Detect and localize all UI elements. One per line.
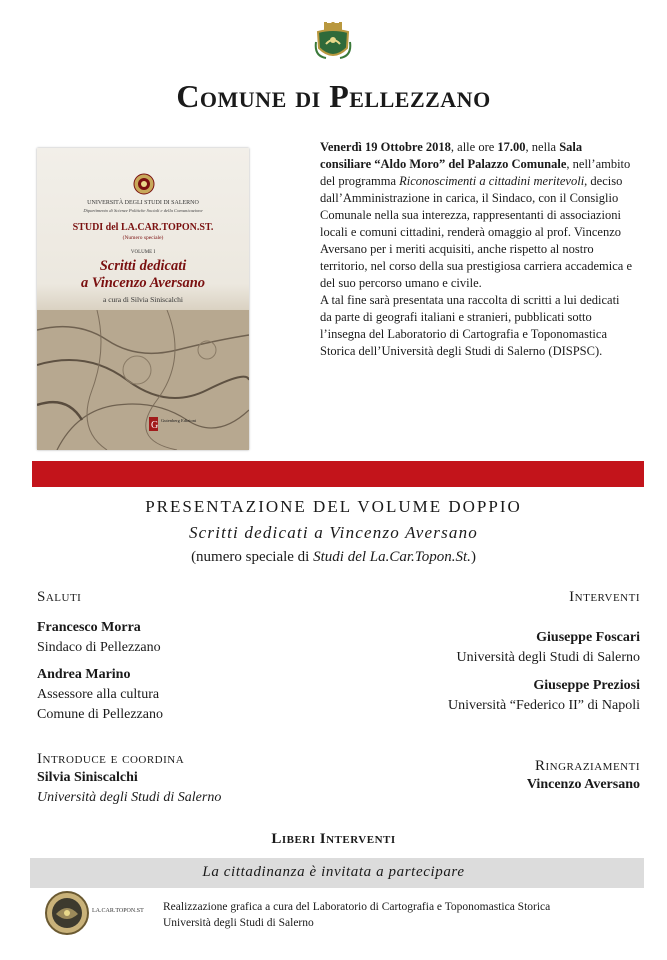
- cover-series-title: STUDI del LA.CAR.TOPON.ST.: [72, 222, 214, 233]
- presentation-subtitle: [0, 549, 667, 566]
- cover-title-line1: Scritti dedicati: [99, 258, 187, 274]
- page-title: Comune di Pellezzano: [176, 78, 491, 114]
- speaker-name: Francesco Morra: [37, 620, 141, 635]
- intro-text-d: , deciso dall’Amministrazione in carica, il Sindaco, con il Consiglio Comunale nella sua interezza, rappresentanti di associazioni locali e comuni cittadini, renderà omaggio al prof. Vincenzo Aversano per i meriti acquisiti, anche rispetto al nostro territorio, nel corso della sua prestigiosa carriera accademica e del suo percorso umano e civile.: [320, 174, 632, 290]
- speaker-affiliation: Università “Federico II” di Napoli: [447, 698, 640, 713]
- speaker-name: Giuseppe Preziosi: [533, 678, 640, 693]
- footer-line-1: Realizzazione grafica a cura del Laboratorio di Cartografia e Toponomastica Storica: [163, 901, 551, 913]
- presentation-subtitle-pre: (numero speciale di: [191, 549, 314, 565]
- saluti-speaker-2: [37, 665, 163, 725]
- interventi-heading: Interventi: [569, 589, 640, 605]
- intro-text-a: , alle ore: [450, 140, 498, 154]
- cover-publisher: Gutenberg Edizioni: [161, 418, 197, 423]
- footer-credits: [163, 899, 550, 931]
- historic-map-illustration: [37, 310, 249, 450]
- saluti-heading: Saluti: [37, 589, 82, 605]
- ringraziamenti-heading: Ringraziamenti: [535, 758, 640, 774]
- laboratory-logo-icon: [44, 890, 90, 936]
- introduce-block: [37, 751, 221, 808]
- cover-series-subtitle: (Numero speciale): [122, 235, 164, 241]
- university-seal-icon: [133, 172, 155, 196]
- interventi-speaker-1: [456, 628, 640, 668]
- introduce-name: Silvia Siniscalchi: [37, 770, 138, 785]
- presentation-subtitle-post: ): [470, 549, 476, 565]
- cover-university: UNIVERSITÀ DEGLI STUDI DI SALERNO: [87, 200, 199, 206]
- event-description: [320, 139, 632, 360]
- speaker-role-2: Comune di Pellezzano: [37, 707, 163, 722]
- event-date: Venerdì 19 Ottobre 2018: [320, 140, 451, 154]
- invitation-text: La cittadinanza è invitata a partecipare: [202, 864, 465, 880]
- comune-crest-icon: [314, 22, 352, 62]
- ringraziamenti-name: Vincenzo Aversano: [526, 777, 640, 792]
- speaker-name: Giuseppe Foscari: [536, 630, 640, 645]
- cover-editor: a cura di Silvia Siniscalchi: [103, 295, 183, 304]
- presentation-subtitle-italic: Studi del La.Car.Topon.St.: [313, 549, 471, 565]
- cover-title-line2: a Vincenzo Aversano: [80, 275, 206, 291]
- event-venue: Sala consiliare “Aldo Moro” del Palazzo Comunale: [320, 140, 583, 171]
- red-divider-bar: [32, 461, 644, 487]
- event-time: 17.00: [497, 140, 526, 154]
- ringraziamenti-block: [527, 758, 640, 795]
- svg-text:G: G: [151, 420, 159, 431]
- saluti-speaker-1: [37, 618, 161, 658]
- intro-paragraph-2: A tal fine sarà presentata una raccolta di scritti a lui dedicati da parte di geografi italiani e stranieri, pubblicati sotto l’insegna del Laboratorio di Cartografia e Toponomastica Storica dell’Università degli Studi di Salerno (DISPSC).: [320, 293, 620, 358]
- cover-department: Dipartimento di Scienze Politiche Sociali e della Comunicazione: [83, 208, 203, 213]
- laboratory-logo-text: LA.CAR.TOPON.ST: [92, 908, 144, 914]
- introduce-affiliation: Università degli Studi di Salerno: [37, 790, 222, 805]
- presentation-book-title: Scritti dedicati a Vincenzo Aversano: [188, 523, 479, 542]
- intro-text-b: , nella: [525, 140, 560, 154]
- interventi-speaker-2: [448, 676, 640, 716]
- program-name: Riconoscimenti a cittadini meritevoli: [399, 174, 585, 188]
- intro-text-c: , nell’ambito del programma: [320, 157, 631, 188]
- speaker-role: Assessore alla cultura: [37, 687, 160, 702]
- book-cover: [37, 148, 249, 450]
- liberi-interventi-heading: Liberi Interventi: [271, 831, 396, 847]
- presentation-heading: PRESENTAZIONE DEL VOLUME DOPPIO: [145, 497, 522, 516]
- speaker-name: Andrea Marino: [37, 667, 131, 682]
- cover-volume: VOLUME I: [130, 250, 156, 255]
- footer-line-2: Università degli Studi di Salerno: [163, 917, 314, 929]
- speaker-affiliation: Università degli Studi di Salerno: [456, 650, 640, 665]
- speaker-role: Sindaco di Pellezzano: [37, 640, 161, 655]
- introduce-heading: Introduce e coordina: [37, 751, 185, 767]
